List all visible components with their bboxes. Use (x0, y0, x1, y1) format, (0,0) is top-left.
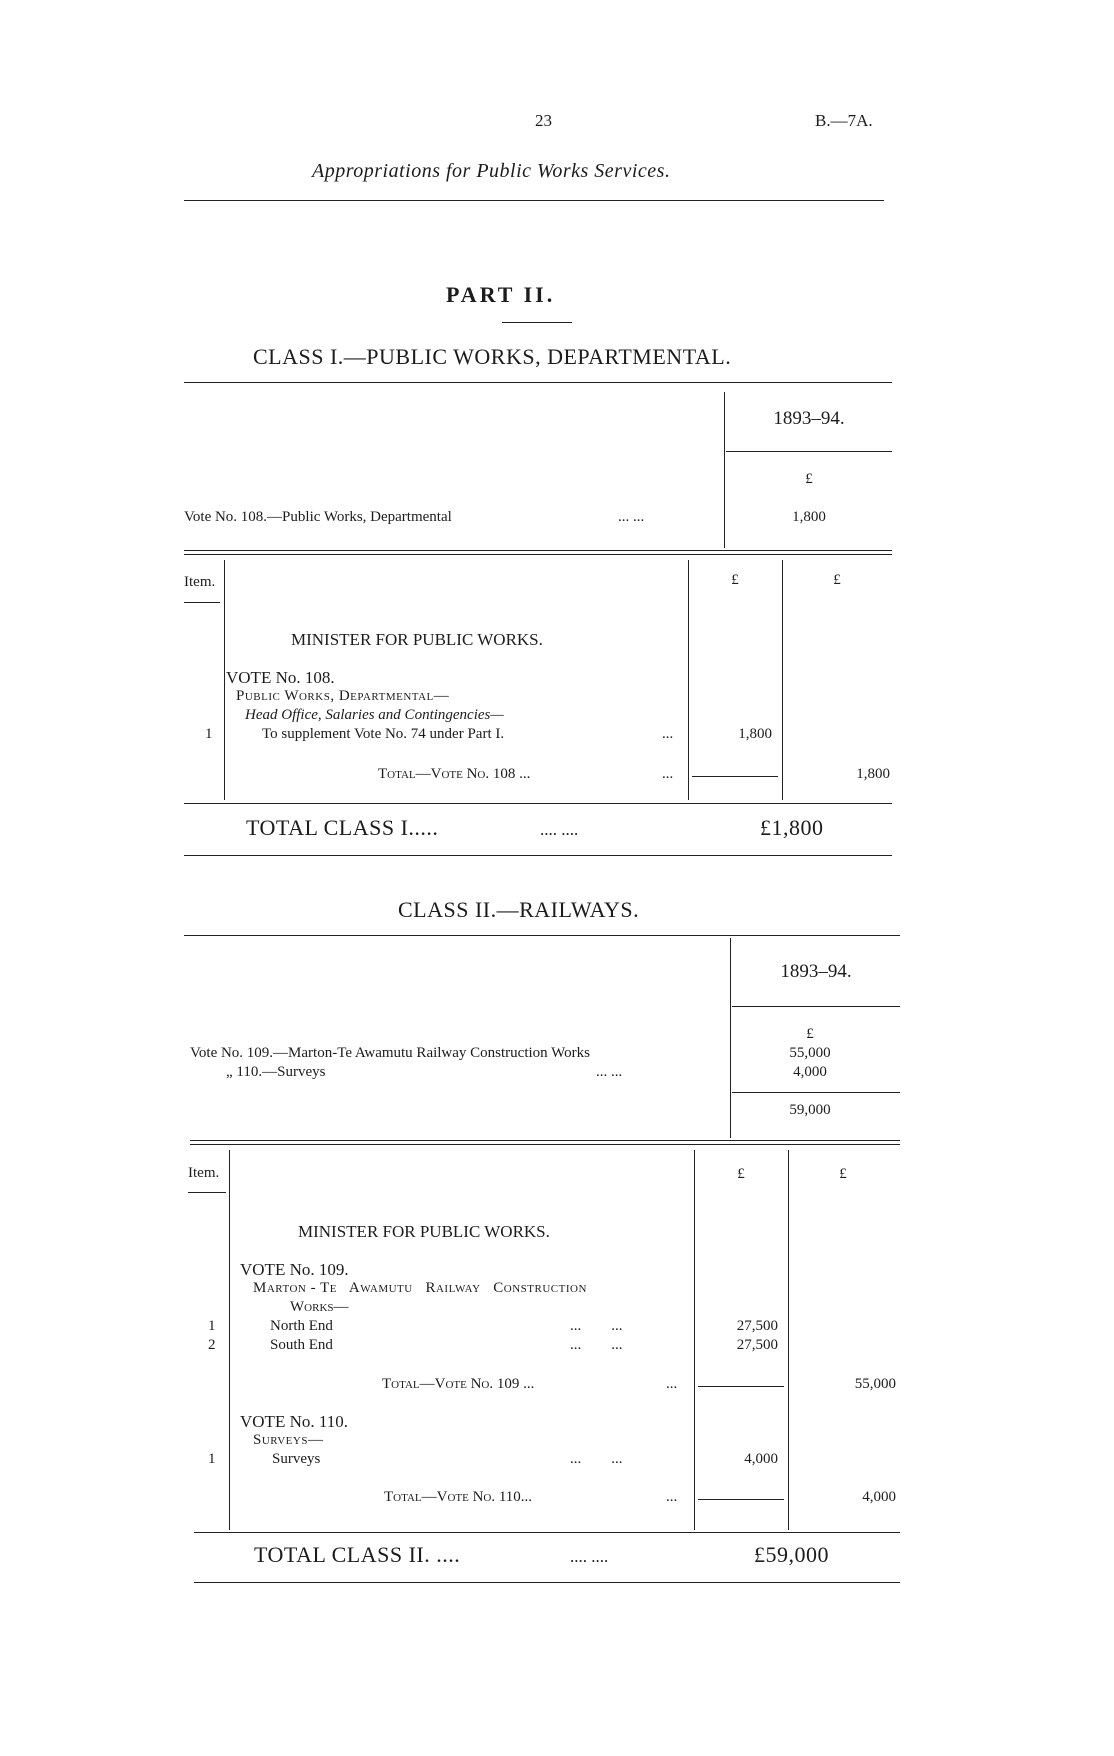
class2-vote109-total-dots: ... (666, 1376, 678, 1392)
class1-vote-heading: VOTE No. 108. (226, 668, 335, 687)
class2-vote109-item2-label: South End (270, 1337, 333, 1353)
class2-year-header: 1893–94. (780, 961, 852, 982)
class2-vote110-item1-label: Surveys (272, 1451, 321, 1467)
class2-vote109-item2-dots: ... ... (570, 1337, 623, 1353)
class1-vote-total-label: Total—Vote No. 108 ... (378, 766, 531, 782)
class2-vote109-item2-number: 2 (208, 1337, 216, 1353)
class1-item-amount: 1,800 (738, 726, 772, 742)
class1-grand-total-dots: .... .... (540, 820, 579, 839)
class2-vote109-total-rule (698, 1386, 784, 1387)
class2-summary-subtotal-rule (732, 1092, 900, 1093)
class2-vote109-item1-amount: 27,500 (736, 1318, 778, 1334)
class2-amount2-currency: £ (839, 1166, 847, 1182)
class2-vote109-total-label: Total—Vote No. 109 ... (382, 1376, 535, 1392)
class2-vote109-total-amount: 55,000 (854, 1376, 896, 1392)
page-number: 23 (535, 111, 552, 130)
class1-item-dots: ... (662, 726, 674, 742)
class2-amount1-currency: £ (737, 1166, 745, 1182)
class2-vote110-subheading: Surveys— (253, 1432, 324, 1448)
class2-vote110-item1-number: 1 (208, 1451, 216, 1467)
class2-vote109-item1-label: North End (270, 1318, 333, 1334)
class1-item-header: Item. (184, 574, 216, 590)
class2-item-col-divider (229, 1150, 230, 1530)
class2-vote109-subheading-line2: Works— (290, 1299, 349, 1315)
class2-minister-heading: MINISTER FOR PUBLIC WORKS. (298, 1222, 550, 1241)
class1-summary-currency: £ (805, 471, 813, 487)
class2-summary-divider (730, 938, 731, 1138)
class1-summary-divider (724, 392, 725, 548)
class2-vote109-item1-dots: ... ... (570, 1318, 623, 1334)
class1-amount1-currency: £ (731, 572, 739, 588)
class2-item-header-rule (188, 1192, 226, 1193)
class2-grand-total-amount: £59,000 (754, 1542, 829, 1567)
part-title: PART II. (446, 282, 556, 307)
class2-vote109-subheading-line1: Marton - Te Awamutu Railway Construction (253, 1280, 587, 1296)
class1-item-number: 1 (205, 726, 213, 742)
class1-title: CLASS I.—PUBLIC WORKS, DEPARTMENTAL. (253, 344, 732, 369)
class1-vote-italic-heading: Head Office, Salaries and Contingencies— (245, 707, 504, 723)
class2-summary-total: 59,000 (789, 1102, 831, 1118)
class2-year-rule (732, 1006, 900, 1007)
class2-vote109-item2-amount: 27,500 (736, 1337, 778, 1353)
class1-grand-total-label: TOTAL CLASS I..... (246, 815, 439, 840)
class1-item-col-divider (224, 560, 225, 800)
header-rule (184, 200, 884, 201)
class1-year-rule (726, 451, 892, 452)
class1-item-header-rule (184, 602, 220, 603)
class2-title: CLASS II.—RAILWAYS. (398, 897, 640, 922)
class2-summary-vote109-label: Vote No. 109.—Marton-Te Awamutu Railway Construction Works (190, 1045, 590, 1061)
class1-amount2-col-divider (782, 560, 783, 800)
class2-item-header: Item. (188, 1165, 220, 1181)
class1-summary-vote-dots: ... ... (618, 509, 645, 525)
class2-amount2-col-divider (788, 1150, 789, 1530)
class1-summary-vote-label: Vote No. 108.—Public Works, Departmental (184, 509, 452, 525)
class2-vote110-total-rule (698, 1499, 784, 1500)
class1-grand-total-amount: £1,800 (760, 815, 824, 840)
class2-vote109-heading: VOTE No. 109. (240, 1260, 349, 1279)
class1-vote-total-amount: 1,800 (856, 766, 890, 782)
class2-summary-vote109-amount: 55,000 (789, 1045, 831, 1061)
class2-summary-vote110-amount: 4,000 (793, 1064, 827, 1080)
class2-vote110-heading: VOTE No. 110. (240, 1412, 348, 1431)
running-title: Appropriations for Public Works Services. (312, 160, 671, 182)
class1-grand-total-rule (184, 855, 892, 856)
class2-summary-bottom-rule (190, 1140, 900, 1145)
class2-vote110-item1-dots: ... ... (570, 1451, 623, 1467)
document-reference: B.—7A. (815, 111, 873, 130)
class2-grand-total-dots: .... .... (570, 1547, 609, 1566)
class2-vote109-item1-number: 1 (208, 1318, 216, 1334)
class1-summary-bottom-rule (184, 550, 892, 555)
class1-detail-bottom-rule (184, 803, 892, 804)
class1-amount2-currency: £ (833, 572, 841, 588)
class1-item-label: To supplement Vote No. 74 under Part I. (262, 726, 505, 742)
class1-amount1-col-divider (688, 560, 689, 800)
class1-vote-total-rule (692, 776, 778, 777)
class1-vote-subheading: Public Works, Departmental— (236, 688, 450, 704)
class2-vote110-total-dots: ... (666, 1489, 678, 1505)
class1-minister-heading: MINISTER FOR PUBLIC WORKS. (291, 630, 543, 649)
class2-summary-top-rule (184, 935, 900, 936)
class2-grand-total-label: TOTAL CLASS II. .... (254, 1542, 461, 1567)
class2-vote110-total-label: Total—Vote No. 110... (384, 1489, 533, 1505)
class2-grand-total-rule (194, 1582, 900, 1583)
class1-summary-top-rule (184, 382, 892, 383)
class1-summary-vote-amount: 1,800 (792, 509, 826, 525)
part-title-rule (502, 322, 572, 323)
class2-summary-vote110-dots: ... ... (596, 1064, 623, 1080)
class2-summary-vote110-label: „ 110.—Surveys (226, 1064, 326, 1080)
class2-vote110-total-amount: 4,000 (862, 1489, 896, 1505)
class2-vote110-item1-amount: 4,000 (744, 1451, 778, 1467)
class1-vote-total-dots: ... (662, 766, 674, 782)
class2-detail-bottom-rule (194, 1532, 900, 1533)
class2-summary-currency: £ (806, 1026, 814, 1042)
class1-year-header: 1893–94. (773, 408, 845, 429)
